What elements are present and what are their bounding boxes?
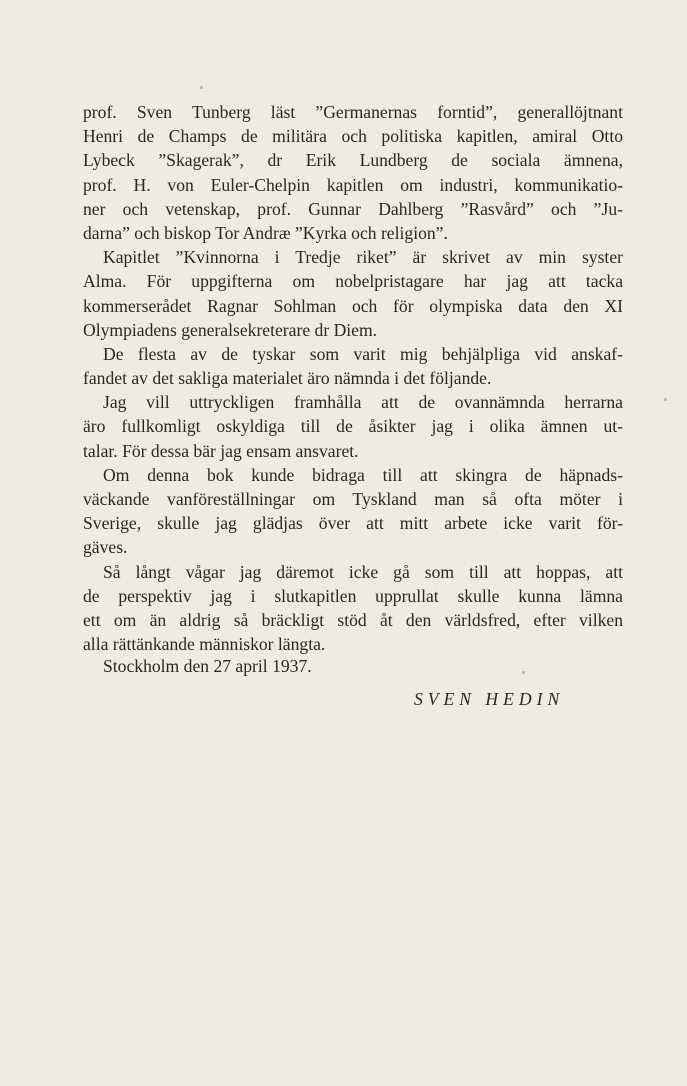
text-line: Olympiadens generalsekreterare dr Diem. bbox=[83, 319, 378, 340]
paper-speck bbox=[200, 86, 203, 89]
text-line: Så långt vågar jag däremot icke gå som till att hoppas, att bbox=[103, 561, 623, 582]
paper-speck bbox=[522, 671, 525, 674]
text-line: Lybeck ”Skagerak”, dr Erik Lundberg de sociala ämnena, bbox=[83, 150, 623, 171]
text-line: fandet av det sakliga materialet äro nämnda i det följande. bbox=[83, 368, 492, 389]
paragraph-german-helpers bbox=[83, 342, 623, 390]
text-line: väckande vanföreställningar om Tyskland man så ofta möter i bbox=[83, 489, 623, 509]
author-signature: SVEN HEDIN bbox=[414, 689, 565, 709]
dateline: Stockholm den 27 april 1937. bbox=[103, 656, 312, 676]
text-line: talar. För dessa bär jag ensam ansvaret. bbox=[83, 440, 359, 461]
paragraph-contributors bbox=[83, 100, 623, 245]
text-line: ett om än aldrig så bräckligt stöd åt den världsfred, efter vilken bbox=[83, 609, 623, 630]
text-line: äro fullkomligt oskyldiga till de åsikter jag i olika ämnen ut- bbox=[83, 416, 623, 437]
paper-speck bbox=[664, 398, 667, 401]
paragraph-world-peace bbox=[83, 560, 623, 657]
text-line: de perspektiv jag i slutkapitlen upprullat skulle kunna lämna bbox=[83, 585, 623, 606]
paragraph-purpose bbox=[83, 463, 623, 560]
text-line: Alma. För uppgifterna om nobelpristagare har jag att tacka bbox=[83, 271, 623, 292]
text-line: gäves. bbox=[83, 537, 128, 558]
text-line: De flesta av de tyskar som varit mig behjälpliga vid anskaf- bbox=[103, 343, 623, 364]
text-line: Om denna bok kunde bidraga till att skingra de häpnads- bbox=[103, 464, 623, 485]
text-line: prof. H. von Euler-Chelpin kapitlen om industri, kommunikatio- bbox=[83, 174, 623, 195]
text-line: ner och vetenskap, prof. Gunnar Dahlberg ”Rasvård” och ”Ju- bbox=[83, 198, 623, 219]
paragraph-responsibility bbox=[83, 390, 623, 463]
text-line: Jag vill uttryckligen framhålla att de ovannämnda herrarna bbox=[103, 392, 623, 413]
text-line: alla rättänkande människor längta. bbox=[83, 634, 326, 655]
body-text bbox=[83, 100, 623, 656]
paragraph-acknowledgements bbox=[83, 245, 623, 342]
text-line: Henri de Champs de militära och politiska kapitlen, amiral Otto bbox=[83, 126, 623, 147]
text-line: Sverige, skulle jag glädjas över att mitt arbete icke varit för- bbox=[83, 513, 623, 534]
text-line: darna” och biskop Tor Andræ ”Kyrka och religion”. bbox=[83, 222, 448, 243]
text-line: Kapitlet ”Kvinnorna i Tredje riket” är skrivet av min syster bbox=[103, 247, 623, 268]
text-line: prof. Sven Tunberg läst ”Germanernas forntid”, generallöjtnant bbox=[83, 102, 623, 122]
text-line: kommerserådet Ragnar Sohlman och för olympiska data den XI bbox=[83, 295, 623, 316]
